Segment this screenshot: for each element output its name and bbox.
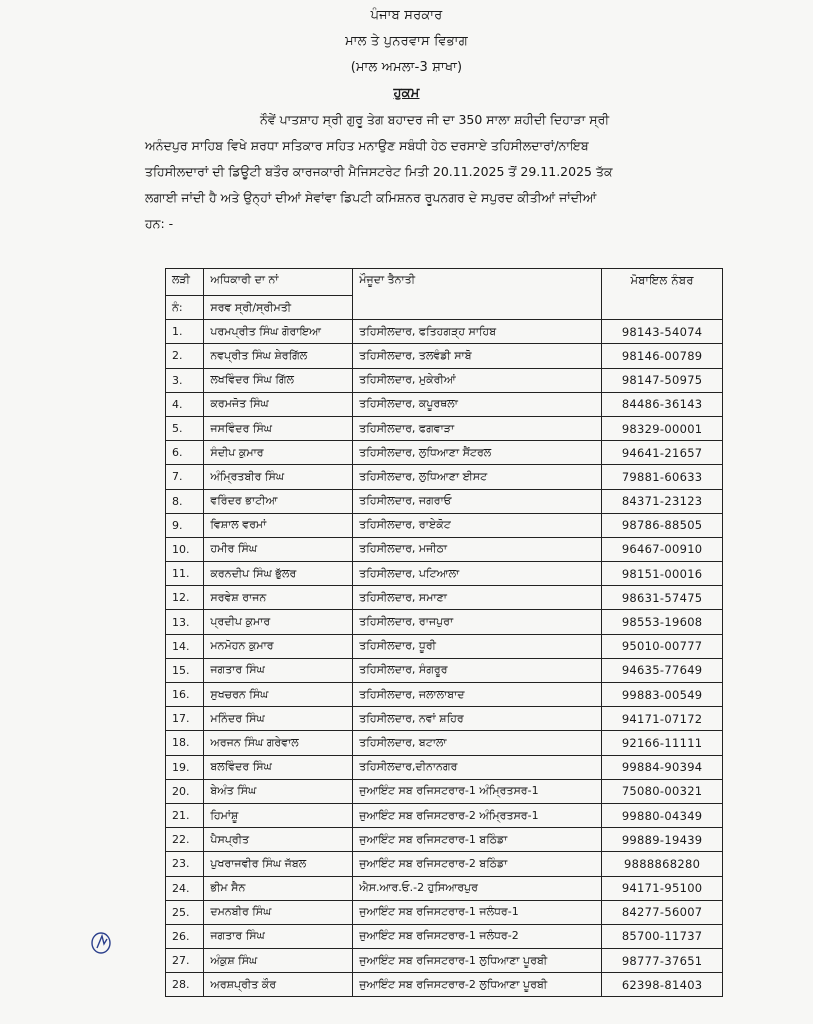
table-row: [166, 344, 723, 368]
cell-officer-name: ਪ੍ਰਦੀਪ ਕੁਮਾਰ: [204, 610, 353, 634]
cell-mobile: 98777-37651: [602, 949, 723, 973]
table-row: [166, 513, 723, 537]
cell-posting: ਜੁਆਇੰਟ ਸਬ ਰਜਿਸਟਰਾਰ-2 ਬਠਿੰਡਾ: [353, 852, 602, 876]
cell-mobile: 99880-04349: [602, 803, 723, 827]
cell-sr: 20.: [166, 779, 204, 803]
cell-sr: 13.: [166, 610, 204, 634]
table-row: [166, 610, 723, 634]
cell-mobile: 62398-81403: [602, 973, 723, 997]
cell-mobile: 79881-60633: [602, 465, 723, 489]
cell-sr: 16.: [166, 683, 204, 707]
table-row: [166, 586, 723, 610]
cell-posting: ਤਹਿਸੀਲਦਾਰ, ਨਵਾਂ ਸ਼ਹਿਰ: [353, 707, 602, 731]
cell-posting: ਜੁਆਇੰਟ ਸਬ ਰਜਿਸਟਰਾਰ-1 ਬਠਿੰਡਾ: [353, 828, 602, 852]
cell-posting: ਤਹਿਸੀਲਦਾਰ,ਦੀਨਾਨਗਰ: [353, 755, 602, 779]
cell-posting: ਤਹਿਸੀਲਦਾਰ, ਮਜੀਠਾ: [353, 537, 602, 561]
cell-posting: ਜੁਆਇੰਟ ਸਬ ਰਜਿਸਟਰਾਰ-2 ਲੁਧਿਆਣਾ ਪੂਰਬੀ: [353, 973, 602, 997]
cell-sr: 18.: [166, 731, 204, 755]
cell-sr: 27.: [166, 949, 204, 973]
cell-mobile: 98143-54074: [602, 320, 723, 344]
cell-posting: ਜੁਆਇੰਟ ਸਬ ਰਜਿਸਟਰਾਰ-1 ਜਲੰਧਰ-1: [353, 900, 602, 924]
cell-mobile: 99884-90394: [602, 755, 723, 779]
cell-sr: 6.: [166, 441, 204, 465]
cell-officer-name: ਦਮਨਬੀਰ ਸਿੰਘ: [204, 900, 353, 924]
order-body-line: ਲਗਾਈ ਜਾਂਦੀ ਹੈ ਅਤੇ ਉਨ੍ਹਾਂ ਦੀਆਂ ਸੇਵਾਂਵਾ ਡਿਪਟੀ ਕਮਿਸ਼ਨਰ ਰੂਪਨਗਰ ਦੇ ਸਪੁਰਦ ਕੀਤੀਆਂ ਜਾਂਦੀਆਂ: [145, 190, 597, 205]
pen-mark-icon: [88, 930, 114, 956]
table-row: [166, 973, 723, 997]
cell-officer-name: ਕਰਨਦੀਪ ਸਿੰਘ ਭੁੱਲਰ: [204, 562, 353, 586]
department-heading: ਮਾਲ ਤੇ ਪੁਨਰਵਾਸ ਵਿਭਾਗ: [345, 34, 468, 49]
order-body-line: ਹਨ: -: [145, 216, 174, 231]
cell-mobile: 98553-19608: [602, 610, 723, 634]
cell-sr: 12.: [166, 586, 204, 610]
cell-sr: 26.: [166, 924, 204, 948]
cell-officer-name: ਵਿਸ਼ਾਲ ਵਰਮਾਂ: [204, 513, 353, 537]
cell-mobile: 84277-56007: [602, 900, 723, 924]
table-row: [166, 441, 723, 465]
cell-officer-name: ਅੰਮ੍ਰਿਤਬੀਰ ਸਿੰਘ: [204, 465, 353, 489]
table-row: [166, 803, 723, 827]
table-row: [166, 658, 723, 682]
cell-sr: 19.: [166, 755, 204, 779]
table-row: [166, 489, 723, 513]
cell-mobile: 75080-00321: [602, 779, 723, 803]
cell-posting: ਤਹਿਸੀਲਦਾਰ, ਕਪੂਰਥਲਾ: [353, 392, 602, 416]
order-body-line: ਅਨੰਦਪੁਰ ਸਾਹਿਬ ਵਿਖੇ ਸ਼ਰਧਾ ਸਤਿਕਾਰ ਸਹਿਤ ਮਨਾਉਣ ਸਬੰਧੀ ਹੇਠ ਦਰਸਾਏ ਤਹਿਸੀਲਦਾਰਾਂ/ਨਾਇਬ: [145, 138, 589, 153]
table-row: [166, 537, 723, 561]
cell-sr: 8.: [166, 489, 204, 513]
table-row: [166, 828, 723, 852]
cell-officer-name: ਵਰਿੰਦਰ ਭਾਟੀਆ: [204, 489, 353, 513]
cell-officer-name: ਨਵਪ੍ਰੀਤ ਸਿੰਘ ਸ਼ੇਰਗਿੱਲ: [204, 344, 353, 368]
cell-mobile: 94171-07172: [602, 707, 723, 731]
header-sr: ਲੜੀ: [166, 269, 204, 296]
table-row: [166, 949, 723, 973]
cell-sr: 5.: [166, 416, 204, 440]
cell-mobile: 84371-23123: [602, 489, 723, 513]
cell-officer-name: ਮਨਮੋਹਨ ਕੁਮਾਰ: [204, 634, 353, 658]
cell-posting: ਤਹਿਸੀਲਦਾਰ, ਧੂਰੀ: [353, 634, 602, 658]
cell-officer-name: ਬਲਵਿੰਦਰ ਸਿੰਘ: [204, 755, 353, 779]
cell-officer-name: ਪੈਸਪ੍ਰੀਤ: [204, 828, 353, 852]
cell-sr: 14.: [166, 634, 204, 658]
cell-sr: 2.: [166, 344, 204, 368]
header-officer-name-line2: ਸਰਵ ਸ੍ਰੀ/ਸ੍ਰੀਮਤੀ: [204, 296, 353, 320]
cell-posting: ਤਹਿਸੀਲਦਾਰ, ਰਾਜਪੁਰਾ: [353, 610, 602, 634]
table-row: [166, 876, 723, 900]
duty-table-body: [166, 320, 723, 997]
table-row: [166, 755, 723, 779]
cell-sr: 11.: [166, 562, 204, 586]
cell-officer-name: ਸੰਦੀਪ ਕੁਮਾਰ: [204, 441, 353, 465]
cell-officer-name: ਅਰਸ਼ਪ੍ਰੀਤ ਕੌਰ: [204, 973, 353, 997]
cell-posting: ਜੁਆਇੰਟ ਸਬ ਰਜਿਸਟਰਾਰ-1 ਲੁਧਿਆਣਾ ਪੂਰਬੀ: [353, 949, 602, 973]
cell-mobile: 99889-19439: [602, 828, 723, 852]
cell-posting: ਤਹਿਸੀਲਦਾਰ, ਫਗਵਾੜਾ: [353, 416, 602, 440]
cell-mobile: 92166-11111: [602, 731, 723, 755]
cell-posting: ਜੁਆਇੰਟ ਸਬ ਰਜਿਸਟਰਾਰ-1 ਅੰਮ੍ਰਿਤਸਰ-1: [353, 779, 602, 803]
cell-sr: 21.: [166, 803, 204, 827]
table-row: [166, 465, 723, 489]
cell-posting: ਐਸ.ਆਰ.ਓ.-2 ਹੁਸਿਆਰਪੁਰ: [353, 876, 602, 900]
cell-officer-name: ਬੇਅੰਤ ਸਿੰਘ: [204, 779, 353, 803]
cell-mobile: 84486-36143: [602, 392, 723, 416]
table-row: [166, 368, 723, 392]
header-mobile: ਮੋਬਾਇਲ ਨੰਬਰ: [602, 269, 723, 320]
table-row: [166, 392, 723, 416]
order-body-line: ਨੌਵੇਂ ਪਾਤਸ਼ਾਹ ਸ੍ਰੀ ਗੁਰੂ ਤੇਗ ਬਹਾਦਰ ਜੀ ਦਾ 350 ਸਾਲਾ ਸ਼ਹੀਦੀ ਦਿਹਾੜਾ ਸ੍ਰੀ: [260, 112, 610, 127]
table-row: [166, 924, 723, 948]
table-row: [166, 779, 723, 803]
branch-heading: (ਮਾਲ ਅਮਲਾ-3 ਸ਼ਾਖਾ): [350, 60, 463, 75]
cell-officer-name: ਅੰਕੁਸ਼ ਸਿੰਘ: [204, 949, 353, 973]
table-row: [166, 731, 723, 755]
government-heading: ਪੰਜਾਬ ਸਰਕਾਰ: [370, 8, 443, 23]
cell-sr: 24.: [166, 876, 204, 900]
cell-officer-name: ਪੁਖਰਾਜਵੀਰ ਸਿੰਘ ਜੱਬਲ: [204, 852, 353, 876]
cell-posting: ਤਹਿਸੀਲਦਾਰ, ਲੁਧਿਆਣਾ ਸੈਂਟਰਲ: [353, 441, 602, 465]
cell-mobile: 9888868280: [602, 852, 723, 876]
cell-posting: ਤਹਿਸੀਲਦਾਰ, ਜਲਾਲਾਬਾਦ: [353, 683, 602, 707]
cell-posting: ਜੁਆਇੰਟ ਸਬ ਰਜਿਸਟਰਾਰ-1 ਜਲੰਧਰ-2: [353, 924, 602, 948]
header-sr-line2: ਨੰ:: [166, 296, 204, 320]
cell-officer-name: ਅਰਜਨ ਸਿੰਘ ਗਰੇਵਾਲ: [204, 731, 353, 755]
cell-officer-name: ਪਰਮਪ੍ਰੀਤ ਸਿੰਘ ਗੋਰਾਇਆ: [204, 320, 353, 344]
cell-posting: ਤਹਿਸੀਲਦਾਰ, ਫਤਿਹਗੜ੍ਹ ਸਾਹਿਬ: [353, 320, 602, 344]
table-row: [166, 320, 723, 344]
cell-sr: 1.: [166, 320, 204, 344]
cell-sr: 15.: [166, 658, 204, 682]
duty-table: [165, 268, 723, 997]
cell-sr: 3.: [166, 368, 204, 392]
table-row: [166, 683, 723, 707]
order-body-line: ਤਹਿਸੀਲਦਾਰਾਂ ਦੀ ਡਿਊਟੀ ਬਤੌਰ ਕਾਰਜਕਾਰੀ ਮੈਜਿਸਟਰੇਟ ਮਿਤੀ 20.11.2025 ਤੋਂ 29.11.2025 ਤੱਕ: [145, 164, 613, 179]
cell-mobile: 95010-00777: [602, 634, 723, 658]
header-posting: ਮੌਜੂਦਾ ਤੈਨਾਤੀ: [353, 269, 602, 320]
cell-mobile: 98147-50975: [602, 368, 723, 392]
cell-sr: 23.: [166, 852, 204, 876]
header-officer-name: ਅਧਿਕਾਰੀ ਦਾ ਨਾਂ: [204, 269, 353, 296]
cell-officer-name: ਸਰਵੇਸ਼ ਰਾਜਨ: [204, 586, 353, 610]
cell-sr: 25.: [166, 900, 204, 924]
cell-posting: ਤਹਿਸੀਲਦਾਰ, ਸਮਾਣਾ: [353, 586, 602, 610]
table-row: [166, 416, 723, 440]
cell-mobile: 98329-00001: [602, 416, 723, 440]
cell-mobile: 99883-00549: [602, 683, 723, 707]
cell-posting: ਤਹਿਸੀਲਦਾਰ, ਰਾਏਕੋਟ: [353, 513, 602, 537]
cell-mobile: 98786-88505: [602, 513, 723, 537]
cell-sr: 22.: [166, 828, 204, 852]
table-row: [166, 852, 723, 876]
cell-mobile: 94641-21657: [602, 441, 723, 465]
cell-officer-name: ਹਮੀਰ ਸਿੰਘ: [204, 537, 353, 561]
cell-officer-name: ਜਸਵਿੰਦਰ ਸਿੰਘ: [204, 416, 353, 440]
cell-posting: ਤਹਿਸੀਲਦਾਰ, ਮੁਕੇਰੀਆਂ: [353, 368, 602, 392]
table-row: [166, 707, 723, 731]
cell-posting: ਤਹਿਸੀਲਦਾਰ, ਲੁਧਿਆਣਾ ਈਸਟ: [353, 465, 602, 489]
table-row: [166, 900, 723, 924]
cell-mobile: 98151-00016: [602, 562, 723, 586]
cell-sr: 9.: [166, 513, 204, 537]
table-header-row: [166, 269, 723, 296]
cell-mobile: 94635-77649: [602, 658, 723, 682]
cell-officer-name: ਕਰਮਜੋਤ ਸਿੰਘ: [204, 392, 353, 416]
cell-posting: ਤਹਿਸੀਲਦਾਰ, ਸੰਗਰੂਰ: [353, 658, 602, 682]
cell-officer-name: ਲਖਵਿੰਦਰ ਸਿੰਘ ਗਿੱਲ: [204, 368, 353, 392]
cell-officer-name: ਮਨਿੰਦਰ ਸਿੰਘ: [204, 707, 353, 731]
cell-mobile: 85700-11737: [602, 924, 723, 948]
order-title: ਹੁਕਮ: [393, 86, 420, 101]
cell-mobile: 98146-00789: [602, 344, 723, 368]
cell-mobile: 96467-00910: [602, 537, 723, 561]
cell-posting: ਤਹਿਸੀਲਦਾਰ, ਬਟਾਲਾ: [353, 731, 602, 755]
table-row: [166, 634, 723, 658]
cell-posting: ਤਹਿਸੀਲਦਾਰ, ਜਗਰਾਓ: [353, 489, 602, 513]
cell-posting: ਤਹਿਸੀਲਦਾਰ, ਤਲਵੰਡੀ ਸਾਬੋ: [353, 344, 602, 368]
cell-officer-name: ਜਗਤਾਰ ਸਿੰਘ: [204, 924, 353, 948]
cell-officer-name: ਸੁਖਚਰਨ ਸਿੰਘ: [204, 683, 353, 707]
cell-sr: 7.: [166, 465, 204, 489]
cell-mobile: 94171-95100: [602, 876, 723, 900]
cell-officer-name: ਹਿਮਾਂਸ਼ੂ: [204, 803, 353, 827]
cell-posting: ਜੁਆਇੰਟ ਸਬ ਰਜਿਸਟਰਾਰ-2 ਅੰਮ੍ਰਿਤਸਰ-1: [353, 803, 602, 827]
cell-sr: 10.: [166, 537, 204, 561]
table-row: [166, 562, 723, 586]
cell-officer-name: ਭੀਮ ਸੈਨ: [204, 876, 353, 900]
cell-sr: 28.: [166, 973, 204, 997]
cell-mobile: 98631-57475: [602, 586, 723, 610]
order-body: [145, 107, 715, 237]
cell-sr: 17.: [166, 707, 204, 731]
cell-sr: 4.: [166, 392, 204, 416]
cell-officer-name: ਜਗਤਾਰ ਸਿੰਘ: [204, 658, 353, 682]
cell-posting: ਤਹਿਸੀਲਦਾਰ, ਪਟਿਆਲਾ: [353, 562, 602, 586]
